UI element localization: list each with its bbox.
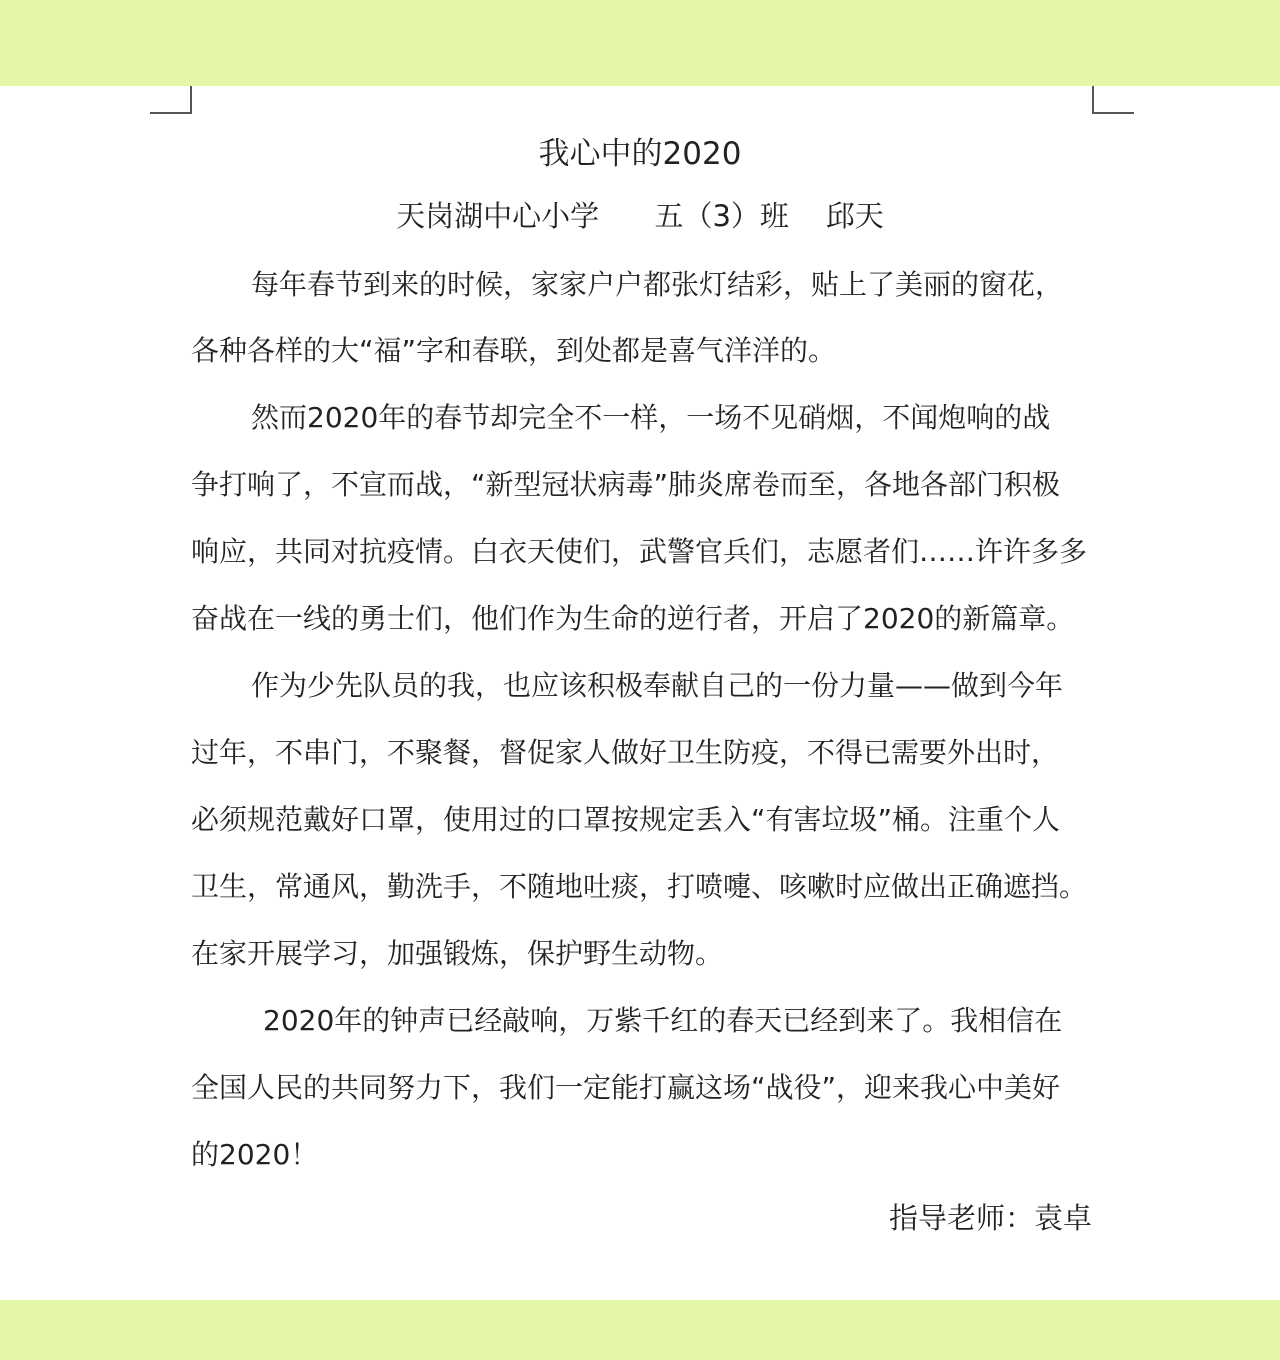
text-line: 全国人民的共同努力下，我们一定能打赢这场“战役”，迎来我心中美好 [191, 1071, 1061, 1104]
text-line: 每年春节到来的时候，家家户户都张灯结彩，贴上了美丽的窗花， [251, 268, 1064, 301]
text-line: 奋战在一线的勇士们，他们作为生命的逆行者，开启了2020的新篇章。 [191, 602, 1075, 635]
author-byline: 天岗湖中心小学 五（3）班 邱天 [396, 199, 884, 233]
text-line: 必须规范戴好口罩，使用过的口罩按规定丢入“有害垃圾”桶。注重个人 [191, 803, 1061, 836]
text-line: 响应，共同对抗疫情。白衣天使们，武警官兵们，志愿者们……许许多多 [191, 535, 1088, 568]
bottom-margin-band [0, 1300, 1280, 1360]
text-line: 的2020！ [191, 1138, 319, 1171]
text-line: 2020年的钟声已经敲响，万紫千红的春天已经到来了。我相信在 [263, 1004, 1063, 1037]
document-title: 我心中的2020 [538, 136, 742, 172]
text-line: 然而2020年的春节却完全不一样，一场不见硝烟，不闻炮响的战 [251, 401, 1051, 434]
advisor-signature: 指导老师：袁卓 [888, 1201, 1092, 1235]
crop-mark-top-right [1092, 86, 1134, 114]
crop-mark-top-left [150, 86, 192, 114]
top-margin-band [0, 0, 1280, 86]
text-line: 争打响了，不宣而战，“新型冠状病毒”肺炎席卷而至，各地各部门积极 [191, 468, 1061, 501]
document-page [0, 86, 1280, 1300]
text-line: 各种各样的大“福”字和春联，到处都是喜气洋洋的。 [191, 334, 837, 367]
text-line: 过年，不串门，不聚餐，督促家人做好卫生防疫，不得已需要外出时， [191, 736, 1060, 769]
text-line: 卫生，常通风，勤洗手，不随地吐痰，打喷嚏、咳嗽时应做出正确遮挡。 [191, 870, 1088, 903]
text-line: 在家开展学习，加强锻炼，保护野生动物。 [191, 937, 724, 970]
text-line: 作为少先队员的我，也应该积极奉献自己的一份力量——做到今年 [251, 669, 1064, 702]
